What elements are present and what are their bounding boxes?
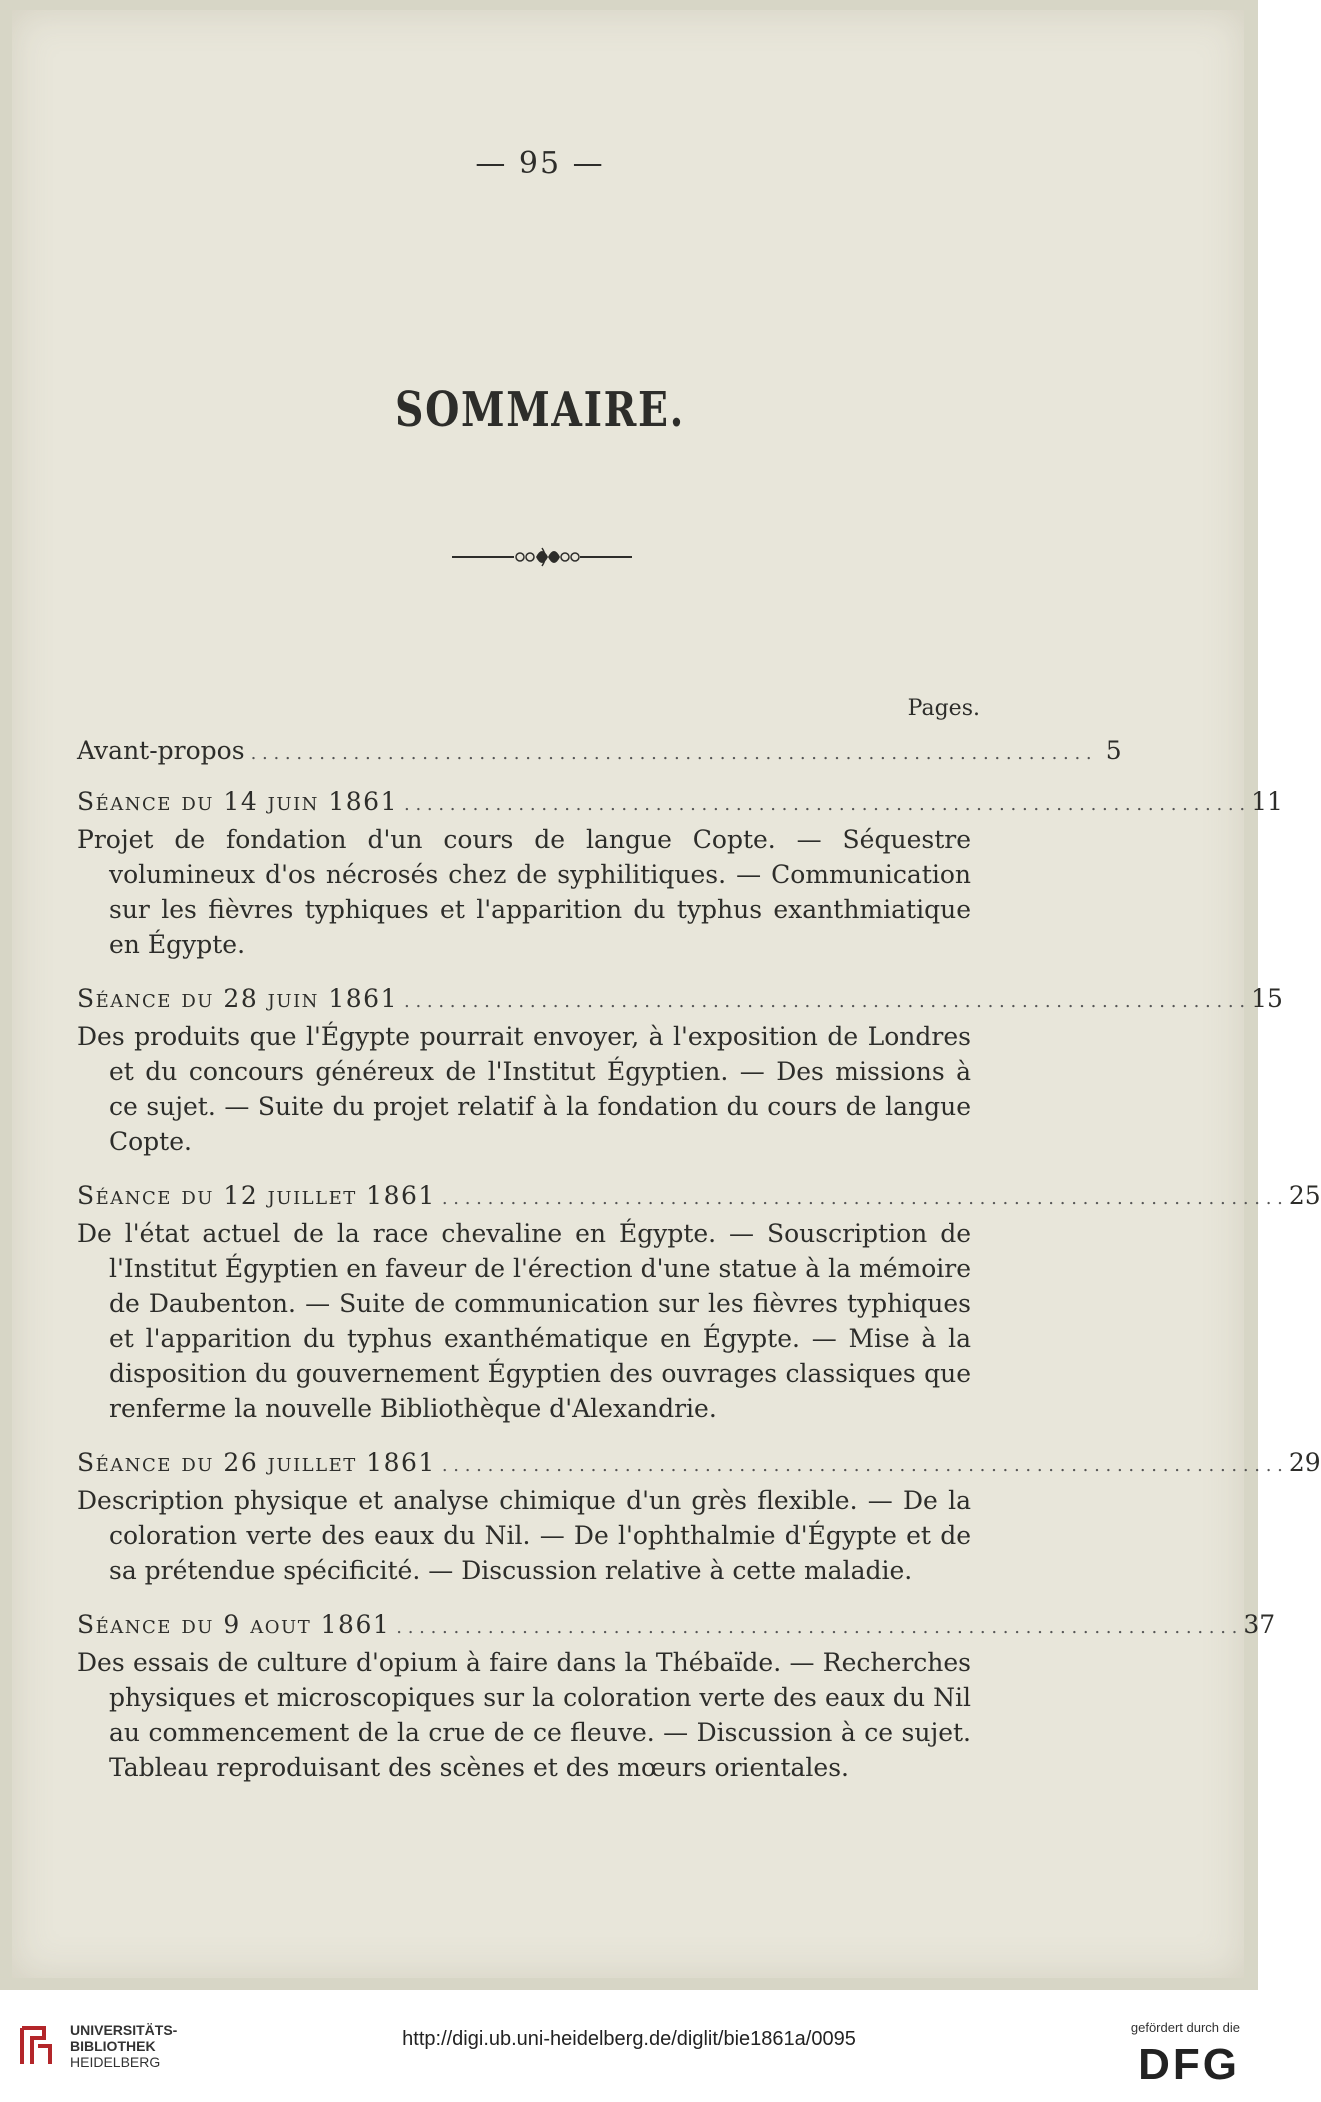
toc-leader-dots: . . . . . . . . . . . . . . . . . . . . . . . . . . . . . . . . . . . . . . . . . . . . . . . . . . . . . . . . . . . . . . . . . . . . . . . . . . — [404, 991, 1246, 1012]
toc-leader-dots: . . . . . . . . . . . . . . . . . . . . . . . . . . . . . . . . . . . . . . . . . . . . . . . . . . . . . . . . . . . . . . . . . . . . . . . . . . — [396, 1617, 1238, 1638]
page-number: — 95 — — [475, 146, 605, 181]
ornament-divider — [452, 542, 632, 572]
toc-entry — [77, 787, 1283, 816]
funding-note: gefördert durch die — [1130, 2020, 1240, 2035]
toc-entry-page: 11 — [1251, 787, 1283, 816]
toc-leader-dots: . . . . . . . . . . . . . . . . . . . . . . . . . . . . . . . . . . . . . . . . . . . . . . . . . . . . . . . . . . . . . . . . . . . . . . . . . . — [404, 794, 1246, 815]
toc-entry-label: Séance du 28 juin 1861 — [77, 984, 398, 1013]
toc-entry — [77, 1448, 1321, 1477]
toc-entry-label: Séance du 9 aout 1861 — [77, 1610, 391, 1639]
library-name-line1: UNIVERSITÄTS- — [70, 2022, 178, 2038]
toc-entry-description: Projet de fondation d'un cours de langue Copte. — Séquestre volumineux d'os nécrosés chez de syphilitiques. — Communication sur les fièvres typhiques et l'apparition du typhus exanthmiatique en Égypte. — [77, 825, 971, 959]
toc-entry-label: Séance du 12 juillet 1861 — [77, 1181, 436, 1210]
toc-leader-dots: . . . . . . . . . . . . . . . . . . . . . . . . . . . . . . . . . . . . . . . . . . . . . . . . . . . . . . . . . . . . . . . . . . . . . . . . . . — [250, 743, 1092, 764]
toc-entry — [77, 1610, 1276, 1639]
toc-entry-page: 29 — [1288, 1448, 1321, 1477]
library-name-line2: BIBLIOTHEK — [70, 2038, 156, 2054]
toc-entry-description: Des produits que l'Égypte pourrait envoyer, à l'exposition de Londres et du concours généreux de l'Institut Égyptien. — Des missions à ce sujet. — Suite du projet relatif à la fondation du cours de langue Copte. — [77, 1022, 971, 1156]
toc-leader-dots: . . . . . . . . . . . . . . . . . . . . . . . . . . . . . . . . . . . . . . . . . . . . . . . . . . . . . . . . . . . . . . . . . . . . . . . . . . — [441, 1188, 1283, 1209]
toc-entry — [77, 984, 1283, 1013]
page-title: SOMMAIRE. — [395, 382, 685, 438]
toc-entry-description: De l'état actuel de la race chevaline en Égypte. — Souscription de l'Institut Égyptien en faveur de l'érection d'une statue à la mémoire de Daubenton. — Suite de communication sur les fièvres typhiques et l'apparition du typhus exanthématique en Égypte. — Mise à la disposition du gouvernement Égyptien des ouvrages classiques que renferme la nouvelle Bibliothèque d'Alexandrie. — [77, 1219, 971, 1423]
toc-entry-page: 15 — [1251, 984, 1283, 1013]
pages-column-heading: Pages. — [907, 696, 980, 721]
toc-entry-label: Avant-propos — [77, 736, 245, 765]
toc-leader-dots: . . . . . . . . . . . . . . . . . . . . . . . . . . . . . . . . . . . . . . . . . . . . . . . . . . . . . . . . . . . . . . . . . . . . . . . . . . — [441, 1455, 1283, 1476]
toc-entry-label: Séance du 14 juin 1861 — [77, 787, 398, 816]
library-name-line3: HEIDELBERG — [70, 2054, 161, 2070]
footer-bar — [0, 1990, 1258, 2102]
toc-entry-description: Des essais de culture d'opium à faire dans la Thébaïde. — Recherches physiques et microscopiques sur la coloration verte des eaux du Nil au commencement de la crue de ce fleuve. — Discussion à ce sujet. Tableau reproduisant des scènes et des mœurs orientales. — [77, 1648, 971, 1782]
dfg-logo: DFG — [1138, 2040, 1240, 2089]
toc-entry — [77, 736, 1122, 765]
toc-entry-page: 25 — [1288, 1181, 1321, 1210]
toc-entry-page: 37 — [1243, 1610, 1276, 1639]
toc-entry-description: Description physique et analyse chimique d'un grès flexible. — De la coloration verte des eaux du Nil. — De l'ophthalmie d'Égypte et de sa prétendue spécificité. — Discussion relative à cette maladie. — [77, 1486, 971, 1585]
book-page — [12, 10, 1321, 1978]
toc-entry-page: 5 — [1105, 736, 1122, 765]
toc-entry-label: Séance du 26 juillet 1861 — [77, 1448, 436, 1477]
source-url-link[interactable]: http://digi.ub.uni-heidelberg.de/diglit/bie1861a/0095 — [402, 2028, 856, 2050]
table-of-contents — [77, 736, 1321, 1807]
toc-entry — [77, 1181, 1321, 1210]
